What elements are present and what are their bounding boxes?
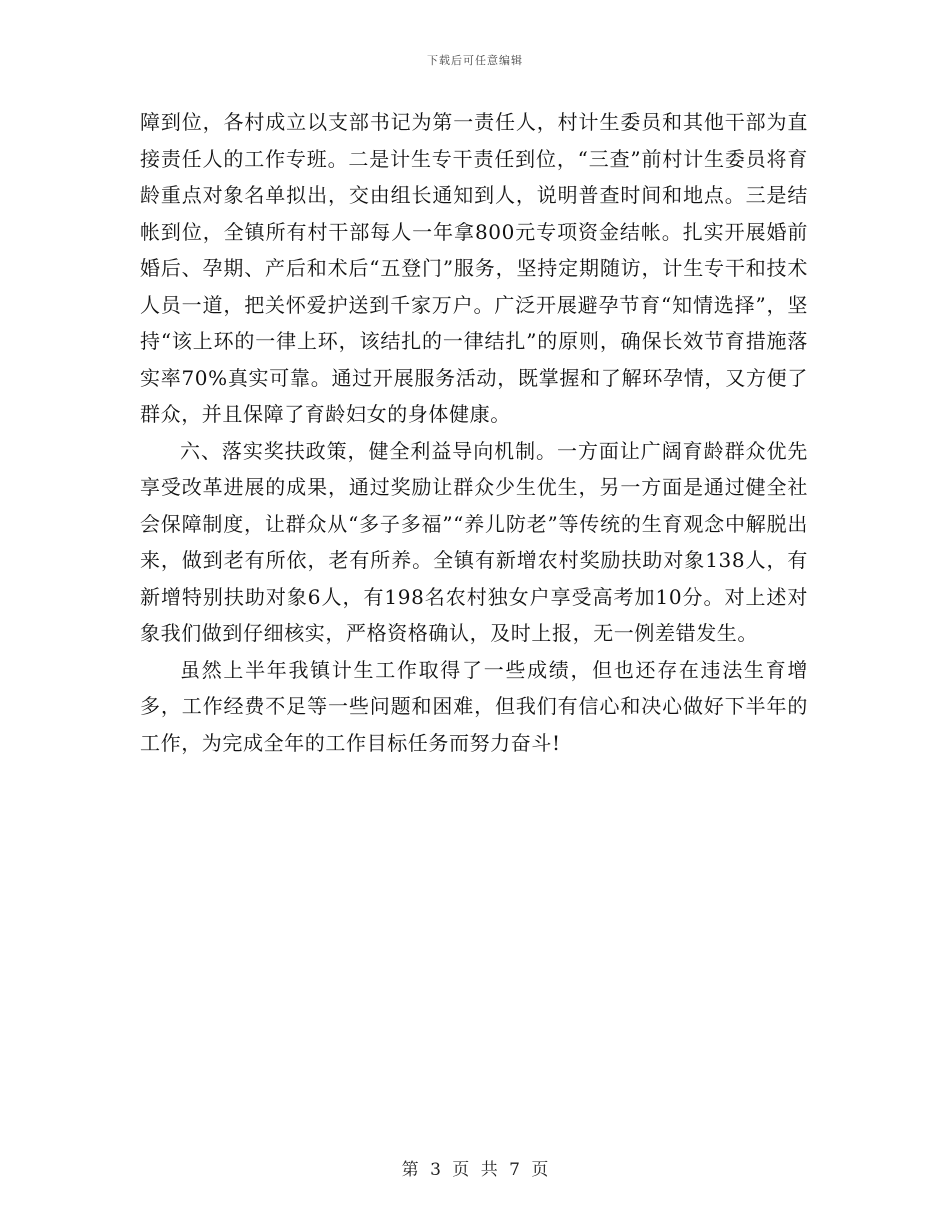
paragraph-continuation: 障到位，各村成立以支部书记为第一责任人，村计生委员和其他干部为直接责任人的工作专班。二是计生专干责任到位，“三查”前村计生委员将育龄重点对象名单拟出，交由组长通知到人，说明普查时间和地点。三是结帐到位，全镇所有村干部每人一年拿800元专项资金结帐。扎实开展婚前婚后、孕期、产后和术后“五登门”服务，坚持定期随访，计生专干和技术人员一道，把关怀爱护送到千家万户。广泛开展避孕节育“知情选择”，坚持“该上环的一律上环，该结扎的一律结扎”的原则，确保长效节育措施落实率70%真实可靠。通过开展服务活动，既掌握和了解环孕情，又方便了群众，并且保障了育龄妇女的身体健康。 xyxy=(140,110,808,426)
page-number-footer: 第 3 页 共 7 页 xyxy=(401,1160,549,1180)
page-header: 下载后可任意编辑 xyxy=(427,54,523,67)
paragraph-conclusion: 虽然上半年我镇计生工作取得了一些成绩，但也还存在违法生育增多，工作经费不足等一些问题和困难，但我们有信心和决心做好下半年的工作，为完成全年的工作目标任务而努力奋斗! xyxy=(140,657,808,755)
document-body xyxy=(140,104,808,761)
paragraph-section-six: 六、落实奖扶政策，健全利益导向机制。一方面让广阔育龄群众优先享受改革进展的成果，通过奖励让群众少生优生，另一方面是通过健全社会保障制度，让群众从“多子多福”“养儿防老”等传统的生育观念中解脱出来，做到老有所依，老有所养。全镇有新增农村奖励扶助对象138人，有新增特别扶助对象6人，有198名农村独女户享受高考加10分。对上述对象我们做到仔细核实，严格资格确认，及时上报，无一例差错发生。 xyxy=(140,438,808,645)
